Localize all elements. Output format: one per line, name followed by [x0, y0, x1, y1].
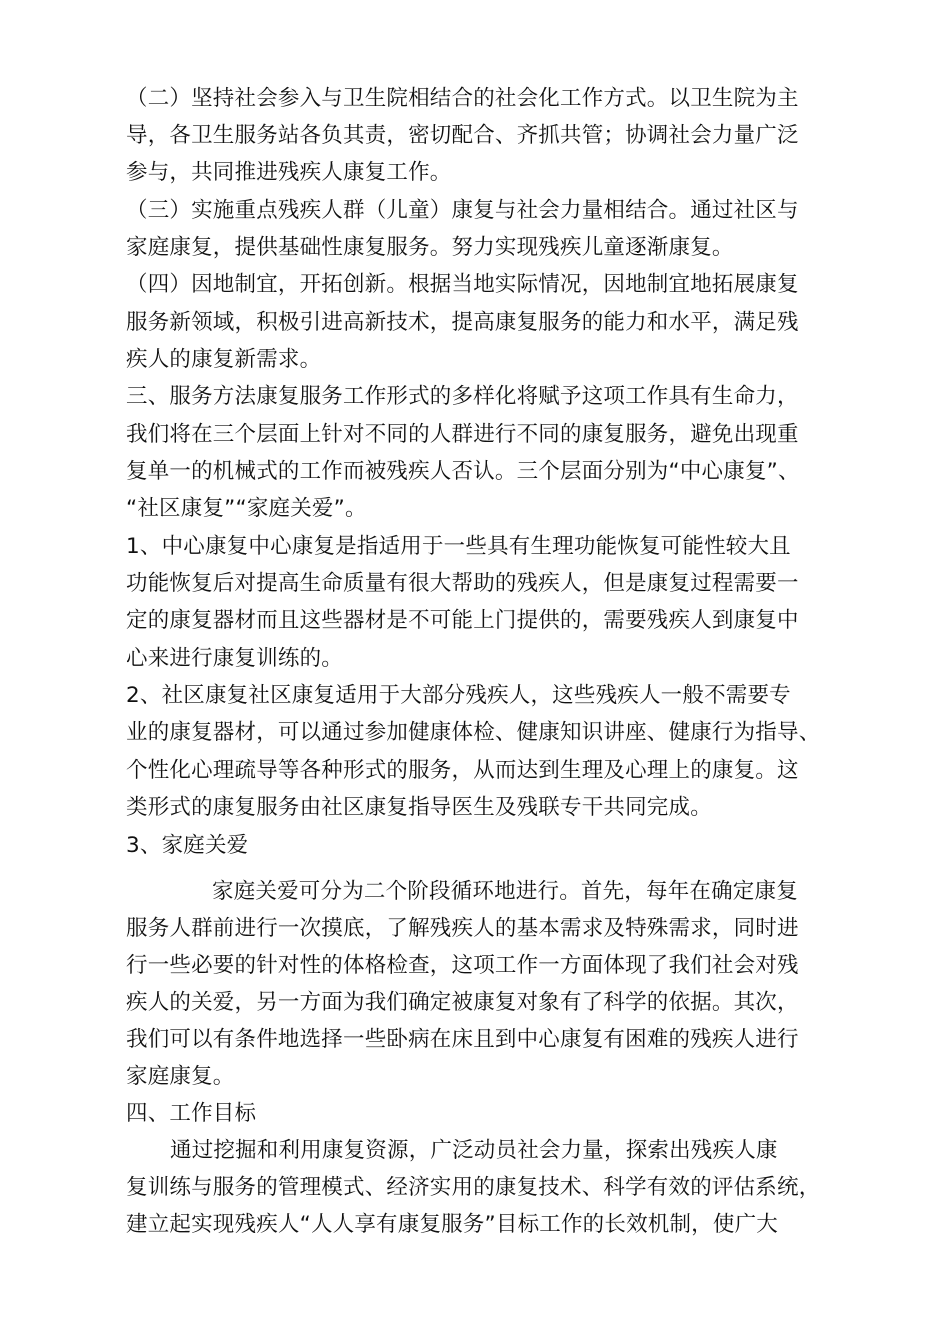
text-line: 1、中心康复中心康复是指适用于一些具有生理功能恢复可能性较大且 — [126, 534, 791, 559]
text-line: 业的康复器材，可以通过参加健康体检、健康知识讲座、健康行为指导、 — [126, 720, 821, 745]
section-heading: 3、家庭关爱 — [126, 833, 249, 858]
section-heading: 四、工作目标 — [126, 1101, 257, 1126]
text-line: 三、服务方法康复服务工作形式的多样化将赋予这项工作具有生命力， — [126, 384, 799, 409]
text-line: 心来进行康复训练的。 — [126, 646, 344, 671]
text-line: 家庭康复。 — [126, 1064, 235, 1089]
text-line: 复单一的机械式的工作而被残疾人否认。三个层面分别为“中心康复”、 — [126, 459, 800, 484]
text-line: 通过挖掘和利用康复资源，广泛动员社会力量，探索出残疾人康 — [170, 1138, 778, 1163]
text-line: 2、社区康复社区康复适用于大部分残疾人，这些残疾人一般不需要专 — [126, 683, 791, 708]
text-line: 家庭关爱可分为二个阶段循环地进行。首先，每年在确定康复 — [212, 879, 798, 904]
text-line: 服务人群前进行一次摸底，了解残疾人的基本需求及特殊需求，同时进 — [126, 916, 799, 941]
text-line: 我们将在三个层面上针对不同的人群进行不同的康复服务，避免出现重 — [126, 422, 799, 447]
text-line: 类形式的康复服务由社区康复指导医生及残联专干共同完成。 — [126, 795, 712, 820]
text-line: 个性化心理疏导等各种形式的服务，从而达到生理及心理上的康复。这 — [126, 758, 799, 783]
text-line: “社区康复”“家庭关爱”。 — [126, 496, 367, 521]
text-line: 家庭康复，提供基础性康复服务。努力实现残疾儿童逐渐康复。 — [126, 235, 734, 260]
text-line: 疾人的关爱，另一方面为我们确定被康复对象有了科学的依据。其次， — [126, 990, 799, 1015]
text-line: 服务新领域，积极引进高新技术，提高康复服务的能力和水平，满足残 — [126, 310, 799, 335]
text-line: 导，各卫生服务站各负其责，密切配合、齐抓共管；协调社会力量广泛 — [126, 123, 799, 148]
text-line: 行一些必要的针对性的体格检查，这项工作一方面体现了我们社会对残 — [126, 953, 799, 978]
text-line: （二）坚持社会参入与卫生院相结合的社会化工作方式。以卫生院为主 — [126, 86, 799, 111]
text-line: 复训练与服务的管理模式、经济实用的康复技术、科学有效的评估系统， — [126, 1175, 821, 1200]
text-line: 定的康复器材而且这些器材是不可能上门提供的，需要残疾人到康复中 — [126, 608, 799, 633]
text-line: 疾人的康复新需求。 — [126, 347, 322, 372]
text-line: 功能恢复后对提高生命质量有很大帮助的残疾人，但是康复过程需要一 — [126, 571, 799, 596]
text-line: 建立起实现残疾人“人人享有康复服务”目标工作的长效机制，使广大 — [126, 1212, 778, 1237]
text-line: （三）实施重点残疾人群（儿童）康复与社会力量相结合。通过社区与 — [126, 198, 799, 223]
text-line: 参与，共同推进残疾人康复工作。 — [126, 160, 452, 185]
text-line: （四）因地制宜，开拓创新。根据当地实际情况，因地制宜地拓展康复 — [126, 272, 799, 297]
text-line: 我们可以有条件地选择一些卧病在床且到中心康复有困难的残疾人进行 — [126, 1027, 799, 1052]
